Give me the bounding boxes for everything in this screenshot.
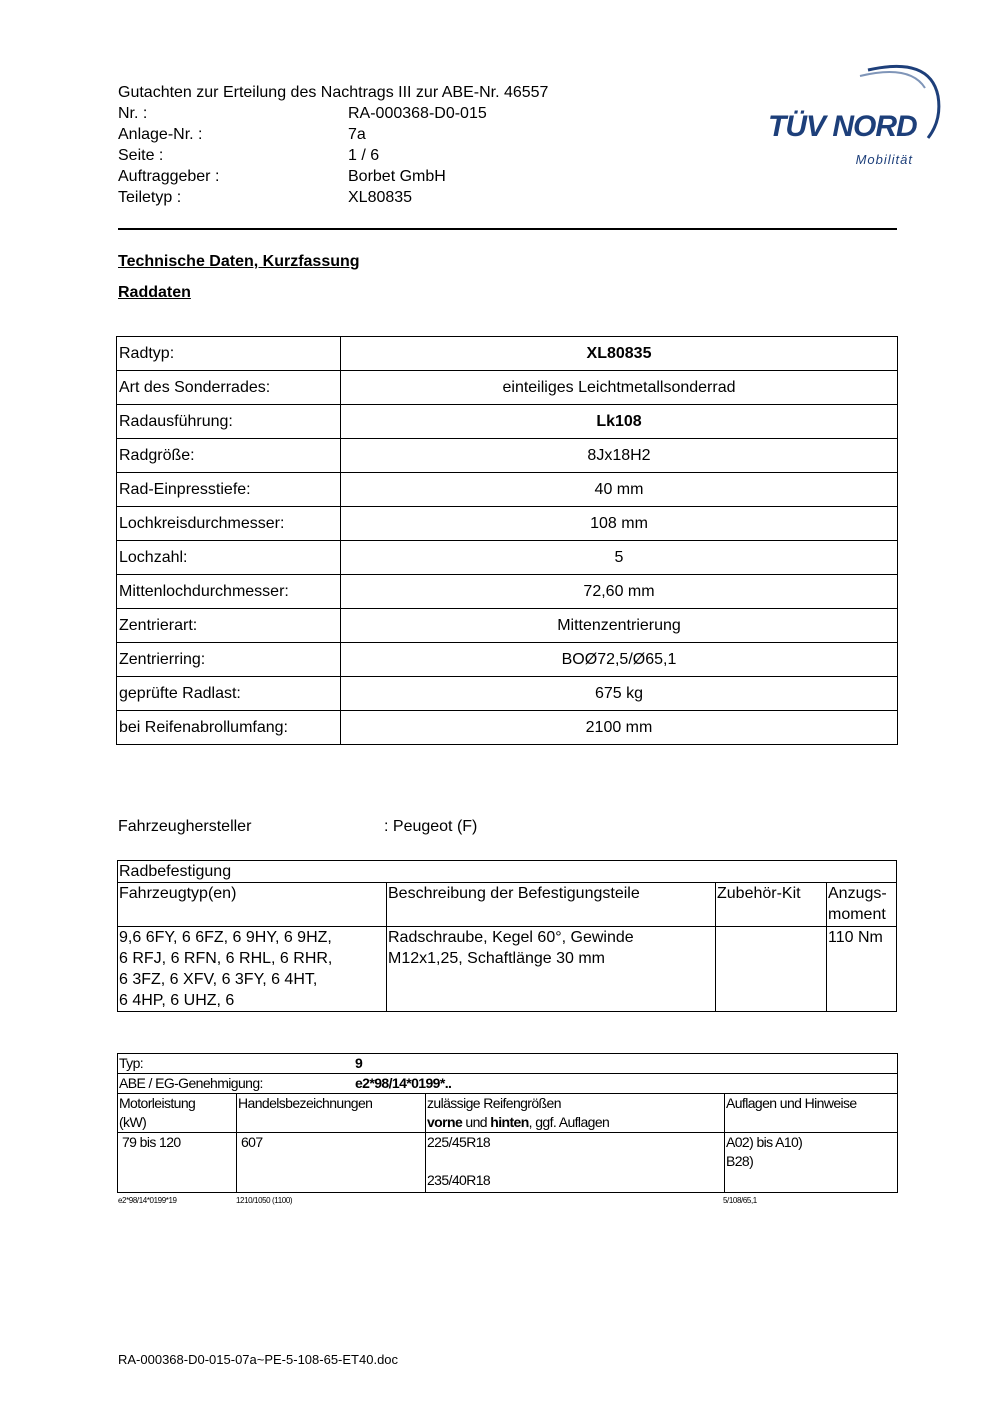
cell-value: XL80835 xyxy=(341,337,898,371)
table-row xyxy=(117,337,898,371)
cell-label: bei Reifenabrollumfang: xyxy=(117,711,341,745)
cell-label: Rad-Einpresstiefe: xyxy=(117,473,341,507)
cell-value: 40 mm xyxy=(341,473,898,507)
table-header-row xyxy=(118,883,897,927)
spacer xyxy=(427,1152,723,1171)
typ-label: Typ: xyxy=(119,1055,144,1071)
cell-label: Lochzahl: xyxy=(117,541,341,575)
header-label: Nr. : xyxy=(118,105,148,122)
header-zubehoer: Zubehör-Kit xyxy=(716,883,827,927)
small-code-b: 1210/1050 (1100) xyxy=(236,1196,293,1205)
table-row xyxy=(117,473,898,507)
header-fahrzeugtyp: Fahrzeugtyp(en) xyxy=(118,883,387,927)
typ-value: 9 xyxy=(355,1055,363,1071)
cell-value: Mittenzentrierung xyxy=(341,609,898,643)
cell-label: Zentrierart: xyxy=(117,609,341,643)
hersteller-value: : Peugeot (F) xyxy=(384,818,478,835)
cell-value: BOØ72,5/Ø65,1 xyxy=(341,643,898,677)
cell-label: Zentrierring: xyxy=(117,643,341,677)
abe-label: ABE / EG-Genehmigung: xyxy=(119,1075,263,1091)
header-auflagen: Auflagen und Hinweise xyxy=(725,1094,898,1133)
cell-label: Radgröße: xyxy=(117,439,341,473)
cell-label: Radausführung: xyxy=(117,405,341,439)
table-row xyxy=(117,405,898,439)
header-line: zulässige Reifengrößen xyxy=(427,1095,561,1111)
header-motorleistung xyxy=(118,1094,237,1133)
desc-line: M12x1,25, Schaftlänge 30 mm xyxy=(388,950,606,967)
notes-line: A02) bis A10) xyxy=(726,1134,803,1150)
befestigung-title: Radbefestigung xyxy=(118,861,897,883)
cell-kw xyxy=(118,1133,237,1193)
cell-beschreibung xyxy=(387,927,716,1012)
header-line: (kW) xyxy=(119,1114,147,1130)
radbefestigung-table xyxy=(117,860,897,1012)
header-value: RA-000368-D0-015 xyxy=(348,105,487,122)
hersteller-label: Fahrzeughersteller xyxy=(118,818,252,835)
table-row xyxy=(117,643,898,677)
header-label: Seite : xyxy=(118,147,164,164)
tyre-line: 235/40R18 xyxy=(427,1172,491,1188)
header-beschreibung: Beschreibung der Befestigungsteile xyxy=(387,883,716,927)
header-divider xyxy=(118,228,897,230)
table-row xyxy=(118,1074,898,1094)
text-auflagen: , ggf. Auflagen xyxy=(528,1114,610,1130)
header-row-seite xyxy=(118,145,548,166)
header-value: 7a xyxy=(348,126,366,143)
desc-line: Radschraube, Kegel 60°, Gewinde xyxy=(388,929,634,946)
header-anzugsmoment xyxy=(827,883,897,927)
fahrzeughersteller-line xyxy=(118,818,477,836)
header-row-anlage xyxy=(118,124,548,145)
header-reifengroessen xyxy=(426,1094,725,1133)
header-value: Borbet GmbH xyxy=(348,168,446,185)
cell-label: Lochkreisdurchmesser: xyxy=(117,507,341,541)
cell-value: 2100 mm xyxy=(341,711,898,745)
cell-zubehoer xyxy=(716,927,827,1012)
tuv-nord-logo xyxy=(760,58,945,173)
table-row xyxy=(118,861,897,883)
type-line: 9,6 6FY, 6 6FZ, 6 9HY, 6 9HZ, xyxy=(119,929,332,946)
text-und: und xyxy=(462,1114,491,1130)
table-row xyxy=(117,541,898,575)
logo-name: TÜV NORD xyxy=(768,110,917,143)
cell-value: 108 mm xyxy=(341,507,898,541)
header-value: XL80835 xyxy=(348,189,413,206)
typ-row xyxy=(118,1054,898,1074)
cell-value: 8Jx18H2 xyxy=(341,439,898,473)
table-row xyxy=(118,927,897,1012)
cell-label: Radtyp: xyxy=(117,337,341,371)
typ-table xyxy=(117,1053,898,1193)
bold-hinten: hinten xyxy=(490,1114,529,1130)
header-row-nr xyxy=(118,103,548,124)
cell-value: einteiliges Leichtmetallsonderrad xyxy=(341,371,898,405)
document-title: Gutachten zur Erteilung des Nachtrags III zur ABE-Nr. 46557 xyxy=(118,84,549,101)
kw-value: 79 bis 120 xyxy=(122,1134,181,1150)
cell-value: 675 kg xyxy=(341,677,898,711)
cell-tyres xyxy=(426,1133,725,1193)
header-label: Auftraggeber : xyxy=(118,168,220,185)
table-row xyxy=(117,507,898,541)
header-row-teiletyp xyxy=(118,187,548,208)
header-line: Motorleistung xyxy=(119,1095,196,1111)
cell-value: 72,60 mm xyxy=(341,575,898,609)
table-header-row xyxy=(118,1094,898,1133)
small-code-c: 5/108/65,1 xyxy=(723,1196,757,1205)
cell-label: geprüfte Radlast: xyxy=(117,677,341,711)
header-line xyxy=(427,1113,723,1132)
cell-value: 5 xyxy=(341,541,898,575)
section-title-tech: Technische Daten, Kurzfassung xyxy=(118,253,360,270)
document-header xyxy=(118,82,548,208)
cell-anzugsmoment: 110 Nm xyxy=(827,927,897,1012)
section-title-raddaten: Raddaten xyxy=(118,284,191,301)
footer-filename: RA-000368-D0-015-07a~PE-5-108-65-ET40.doc xyxy=(118,1352,399,1367)
table-row xyxy=(117,371,898,405)
header-value: 1 / 6 xyxy=(348,147,380,164)
type-line: 6 3FZ, 6 XFV, 6 3FY, 6 4HT, xyxy=(119,971,318,988)
cell-name xyxy=(237,1133,426,1193)
bold-vorne: vorne xyxy=(427,1114,463,1130)
small-code-a: e2*98/14*0199*19 xyxy=(118,1196,177,1205)
table-row xyxy=(117,439,898,473)
header-row-auftraggeber xyxy=(118,166,548,187)
header-label: Teiletyp : xyxy=(118,189,182,206)
type-line: 6 RFJ, 6 RFN, 6 RHL, 6 RHR, xyxy=(119,950,333,967)
notes-line: B28) xyxy=(726,1153,754,1169)
raddaten-table xyxy=(116,336,898,745)
table-row xyxy=(118,1133,898,1193)
cell-notes xyxy=(725,1133,898,1193)
header-line: Anzugs- xyxy=(828,885,887,902)
header-line: moment xyxy=(828,906,886,923)
name-value: 607 xyxy=(241,1134,263,1150)
tyre-line: 225/45R18 xyxy=(427,1134,491,1150)
logo-subtitle: Mobilität xyxy=(855,152,913,167)
table-row xyxy=(117,711,898,745)
cell-label: Art des Sonderrades: xyxy=(117,371,341,405)
header-handelsbezeichnungen: Handelsbezeichnungen xyxy=(237,1094,426,1133)
table-row xyxy=(117,575,898,609)
header-label: Anlage-Nr. : xyxy=(118,126,203,143)
table-row xyxy=(117,677,898,711)
abe-value: e2*98/14*0199*.. xyxy=(355,1075,452,1091)
table-row xyxy=(117,609,898,643)
abe-row xyxy=(118,1074,898,1094)
table-row xyxy=(118,1054,898,1074)
cell-label: Mittenlochdurchmesser: xyxy=(117,575,341,609)
cell-value: Lk108 xyxy=(341,405,898,439)
cell-fahrzeugtypen xyxy=(118,927,387,1012)
type-line: 6 4HP, 6 UHZ, 6 xyxy=(119,992,235,1009)
